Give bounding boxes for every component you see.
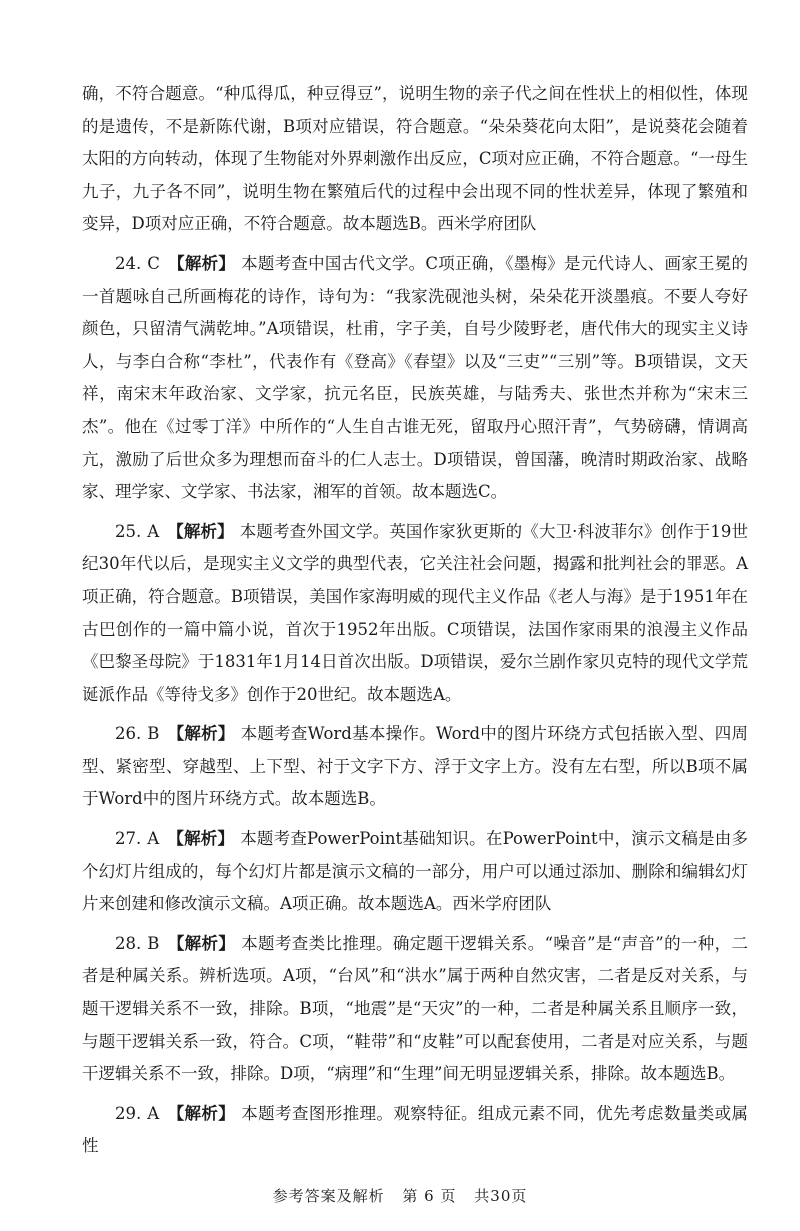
analysis-tag: 【解析】: [167, 933, 236, 953]
question-29-explanation: [82, 1098, 748, 1163]
answer-letter: A: [147, 521, 160, 541]
paragraph-text: 本题考查图形推理。观察特征。组成元素不同，优先考虑数量类或属性: [82, 1103, 749, 1156]
footer-total-pages: 共30页: [474, 1187, 528, 1205]
analysis-tag: 【解析】: [167, 521, 234, 541]
analysis-tag: 【解析】: [167, 1103, 236, 1123]
question-24-explanation: [82, 248, 748, 509]
paragraph-text: 本题考查中国古代文学。C项正确，《墨梅》是元代诗人、画家王冕的一首题咏自己所画梅花的诗作，诗句为：“我家洗砚池头树，朵朵花开淡墨痕。不要人夸好颜色，只留清气满乾坤。”A项错误，杜甫，字子美，自号少陵野老，唐代伟大的现实主义诗人，与李白合称“李杜”，代表作有《登高》《春望》以及“三吏”“三别”等。B项错误，文天祥，南宋末年政治家、文学家，抗元名臣，民族英雄，与陆秀夫、张世杰并称为“宋末三杰”。他在《过零丁洋》中所作的“人生自古谁无死，留取丹心照汗青”，气势磅礴，情调高亢，激励了后世众多为理想而奋斗的仁人志士。D项错误，曾国藩，晚清时期政治家、战略家、理学家、文学家、书法家，湘军的首领。故本题选C。: [82, 253, 748, 502]
answer-letter: C: [147, 253, 160, 273]
paragraph-text: 本题考查外国文学。英国作家狄更斯的《大卫·科波菲尔》创作于19世纪30年代以后，是现实主义文学的典型代表，它关注社会问题，揭露和批判社会的罪恶。A项正确，符合题意。B项错误，美国作家海明威的现代主义作品《老人与海》是于1951年在古巴创作的一篇中篇小说，首次于1952年出版。C项错误，法国作家雨果的浪漫主义作品《巴黎圣母院》于1831年1月14日首次出版。D项错误，爱尔兰剧作家贝克特的现代文学荒诞派作品《等待戈多》创作于20世纪。故本题选A。: [82, 521, 749, 704]
answer-letter: A: [147, 829, 160, 849]
question-number: 25.: [115, 521, 142, 541]
paragraph-text: 本题考查类比推理。确定题干逻辑关系。“噪音”是“声音”的一种，二者是种属关系。辨析选项。A项，“台风”和“洪水”属于两种自然灾害，二者是反对关系，与题干逻辑关系不一致，排除。B项，“地震”是“天灾”的一种，二者是种属关系且顺序一致，与题干逻辑关系一致，符合。C项，“鞋带”和“皮鞋”可以配套使用，二者是对应关系，与题干逻辑关系不一致，排除。D项，“病理”和“生理”间无明显逻辑关系，排除。故本题选B。: [82, 933, 749, 1084]
answer-letter: A: [147, 1103, 160, 1123]
paragraph-text: 本题考查Word基本操作。Word中的图片环绕方式包括嵌入型、四周型、紧密型、穿越型、上下型、衬于文字下方、浮于文字上方。没有左右型，所以B项不属于Word中的图片环绕方式。故本题选B。: [82, 724, 749, 809]
question-number: 28.: [115, 933, 142, 953]
answer-letter: B: [147, 724, 160, 744]
question-number: 29.: [115, 1103, 142, 1123]
question-number: 27.: [115, 829, 142, 849]
answer-explanations: [82, 78, 748, 1170]
paragraph-text: 本题考查PowerPoint基础知识。在PowerPoint中，演示文稿是由多个幻灯片组成的，每个幻灯片都是演示文稿的一部分，用户可以通过添加、删除和编辑幻灯片来创建和修改演示文稿。A项正确。故本题选A。西米学府团队: [82, 829, 748, 914]
question-27-explanation: [82, 823, 748, 921]
question-28-explanation: [82, 928, 748, 1091]
question-number: 26.: [115, 724, 142, 744]
question-number: 24.: [115, 253, 142, 273]
analysis-tag: 【解析】: [167, 724, 235, 744]
question-26-explanation: [82, 718, 748, 816]
analysis-tag: 【解析】: [167, 253, 236, 273]
analysis-tag: 【解析】: [167, 829, 235, 849]
paragraph-text: 确，不符合题意。“种瓜得瓜，种豆得豆”，说明生物的亲子代之间在性状上的相似性，体现的是遗传，不是新陈代谢，B项对应错误，符合题意。“朵朵葵花向太阳”，是说葵花会随着太阳的方向转动，体现了生物能对外界刺激作出反应，C项对应正确，不符合题意。“一母生九子，九子各不同”，说明生物在繁殖后代的过程中会出现不同的性状差异，体现了繁殖和变异，D项对应正确，不符合题意。故本题选B。西米学府团队: [82, 84, 748, 234]
question-25-explanation: [82, 516, 748, 712]
page-footer: [0, 1185, 800, 1206]
footer-page-number: 第 6 页: [402, 1187, 457, 1205]
answer-letter: B: [147, 933, 160, 953]
paragraph-continued: [82, 78, 748, 241]
footer-title: 参考答案及解析: [272, 1187, 385, 1205]
